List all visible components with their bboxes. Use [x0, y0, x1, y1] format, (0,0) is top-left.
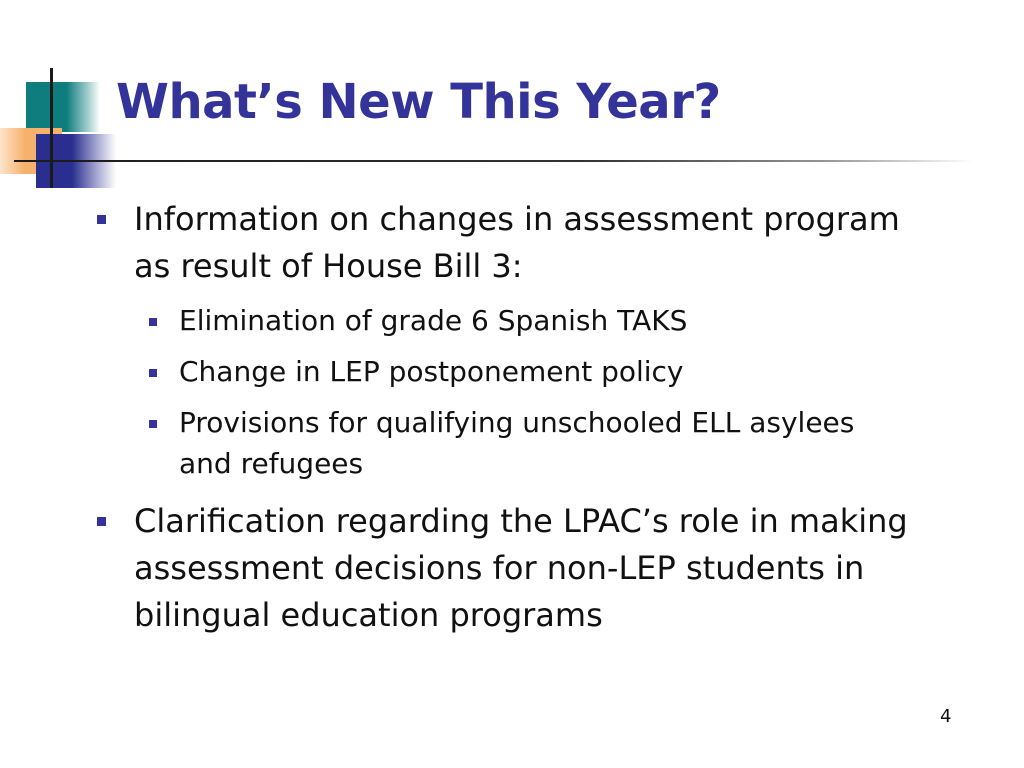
sub-bullet-text: Elimination of grade 6 Spanish TAKS	[179, 304, 688, 337]
bullet-item	[92, 196, 912, 290]
sub-bullet-text: Provisions for qualifying unschooled ELL asylees and refugees	[179, 406, 855, 480]
page-number: 4	[940, 706, 952, 727]
square-bullet-icon	[97, 215, 106, 224]
sub-bullet-item	[92, 351, 912, 392]
bullet-text: Information on changes in assessment program as result of House Bill 3:	[134, 200, 900, 285]
bullet-item	[92, 498, 912, 639]
square-bullet-icon	[97, 517, 106, 526]
title-underline	[14, 160, 974, 162]
sub-bullet-item	[92, 300, 912, 341]
square-bullet-icon	[149, 318, 157, 326]
square-bullet-icon	[149, 369, 157, 377]
sub-bullet-list	[92, 300, 912, 484]
square-bullet-icon	[149, 420, 157, 428]
slide-body	[92, 196, 912, 649]
decorative-teal-block	[26, 82, 100, 132]
decorative-vertical-line	[50, 68, 53, 188]
sub-bullet-text: Change in LEP postponement policy	[179, 355, 684, 388]
sub-bullet-item	[92, 402, 912, 484]
slide-title: What’s New This Year?	[116, 74, 721, 130]
bullet-text: Clarification regarding the LPAC’s role in making assessment decisions for non-LEP students in bilingual education programs	[134, 502, 908, 634]
